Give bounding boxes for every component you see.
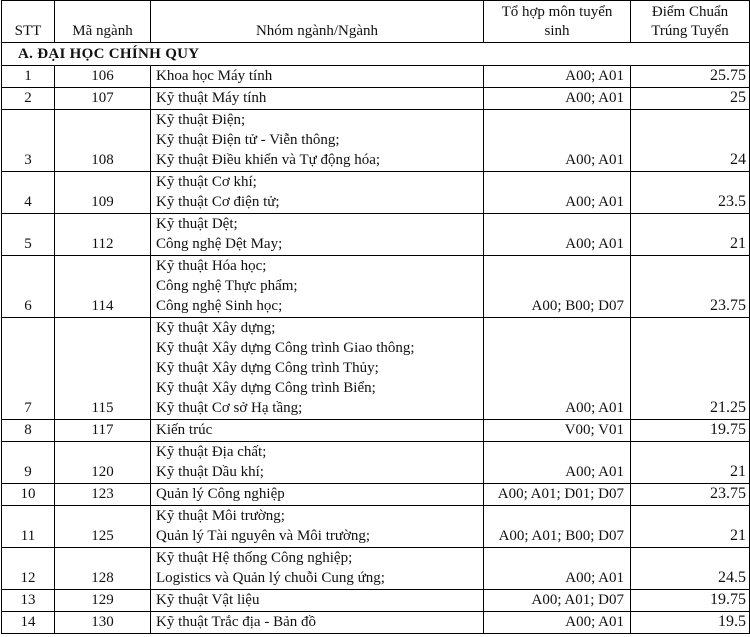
table-body	[2, 43, 750, 634]
row-score: 19.75	[631, 590, 750, 612]
row-code: 108	[55, 110, 151, 172]
table-row	[2, 318, 750, 420]
row-name-line: Quản lý Công nghiệp	[156, 486, 285, 502]
row-name-line: Kỹ thuật Cơ khí;	[156, 174, 257, 190]
table-row	[2, 66, 750, 88]
table-row	[2, 590, 750, 612]
table-row	[2, 214, 750, 256]
row-code: 107	[55, 88, 151, 110]
row-score: 19.5	[631, 612, 750, 634]
row-code: 130	[55, 612, 151, 634]
row-combo: A00; A01	[484, 172, 631, 214]
header-score-line2: Trúng Tuyển	[651, 23, 729, 39]
row-names	[151, 172, 484, 214]
section-row	[2, 43, 750, 66]
row-score: 24	[631, 110, 750, 172]
row-name-line: Kỹ thuật Hệ thống Công nghiệp;	[156, 550, 353, 566]
row-combo: A00; A01	[484, 214, 631, 256]
header-stt: STT	[2, 1, 55, 43]
row-name-line: Kỹ thuật Điều khiển và Tự động hóa;	[156, 152, 381, 168]
header-combo-line2: sinh	[544, 23, 570, 39]
row-score: 24.5	[631, 548, 750, 590]
row-score: 25	[631, 88, 750, 110]
row-stt: 7	[2, 318, 55, 420]
row-combo: A00; A01	[484, 442, 631, 484]
row-score: 21	[631, 442, 750, 484]
table-row	[2, 88, 750, 110]
row-combo: A00; A01; D01; D07	[484, 484, 631, 506]
section-title: A. ĐẠI HỌC CHÍNH QUY	[2, 43, 750, 66]
row-name-line: Công nghệ Thực phẩm;	[156, 278, 298, 294]
row-name-line: Công nghệ Sinh học;	[156, 298, 283, 314]
row-stt: 14	[2, 612, 55, 634]
header-score-line1: Điểm Chuẩn	[651, 4, 729, 20]
row-name-line: Kỹ thuật Vật liệu	[156, 592, 260, 608]
row-names	[151, 88, 484, 110]
row-name-line: Kỹ thuật Xây dựng;	[156, 320, 276, 336]
row-name-line: Kỹ thuật Xây dựng Công trình Biển;	[156, 380, 376, 396]
row-stt: 4	[2, 172, 55, 214]
admission-score-table	[1, 0, 750, 634]
table-row	[2, 256, 750, 318]
row-stt: 9	[2, 442, 55, 484]
row-score: 21.25	[631, 318, 750, 420]
row-combo: A00; A01	[484, 548, 631, 590]
row-names	[151, 66, 484, 88]
row-code: 115	[55, 318, 151, 420]
table-row	[2, 172, 750, 214]
table-row	[2, 110, 750, 172]
table-row	[2, 506, 750, 548]
row-combo: A00; B00; D07	[484, 256, 631, 318]
row-stt: 6	[2, 256, 55, 318]
row-names	[151, 506, 484, 548]
row-score: 19.75	[631, 420, 750, 442]
row-names	[151, 590, 484, 612]
row-name-line: Kỹ thuật Máy tính	[156, 90, 267, 106]
table-row	[2, 612, 750, 634]
row-names	[151, 484, 484, 506]
row-name-line: Kỹ thuật Trắc địa - Bản đồ	[156, 614, 316, 630]
row-name-line: Kỹ thuật Môi trường;	[156, 508, 285, 524]
row-combo: V00; V01	[484, 420, 631, 442]
row-combo: A00; A01	[484, 318, 631, 420]
row-code: 125	[55, 506, 151, 548]
table-row	[2, 548, 750, 590]
table-row	[2, 484, 750, 506]
row-combo: A00; A01	[484, 66, 631, 88]
table-header-row	[2, 1, 750, 43]
row-code: 117	[55, 420, 151, 442]
row-code: 120	[55, 442, 151, 484]
header-name: Nhóm ngành/Ngành	[151, 1, 484, 43]
row-score: 23.5	[631, 172, 750, 214]
row-stt: 1	[2, 66, 55, 88]
row-name-line: Kỹ thuật Điện;	[156, 112, 246, 128]
row-score: 23.75	[631, 484, 750, 506]
table-row	[2, 442, 750, 484]
row-combo: A00; A01; B00; D07	[484, 506, 631, 548]
header-score	[631, 1, 750, 43]
row-score: 25.75	[631, 66, 750, 88]
row-code: 109	[55, 172, 151, 214]
row-score: 21	[631, 214, 750, 256]
row-combo: A00; A01	[484, 612, 631, 634]
row-names	[151, 318, 484, 420]
row-code: 128	[55, 548, 151, 590]
row-name-line: Khoa học Máy tính	[156, 68, 273, 84]
row-name-line: Kỹ thuật Cơ sở Hạ tầng;	[156, 400, 303, 416]
row-name-line: Quản lý Tài nguyên và Môi trường;	[156, 528, 371, 544]
row-names	[151, 420, 484, 442]
row-name-line: Kỹ thuật Cơ điện tử;	[156, 194, 280, 210]
row-code: 106	[55, 66, 151, 88]
row-name-line: Kỹ thuật Dệt;	[156, 216, 238, 232]
row-name-line: Công nghệ Dệt May;	[156, 236, 283, 252]
row-stt: 13	[2, 590, 55, 612]
row-stt: 11	[2, 506, 55, 548]
row-names	[151, 442, 484, 484]
row-name-line: Logistics và Quản lý chuỗi Cung ứng;	[156, 570, 385, 586]
row-stt: 3	[2, 110, 55, 172]
row-stt: 8	[2, 420, 55, 442]
row-name-line: Kỹ thuật Điện tử - Viễn thông;	[156, 132, 340, 148]
row-code: 123	[55, 484, 151, 506]
row-names	[151, 612, 484, 634]
row-code: 129	[55, 590, 151, 612]
header-combo-line1: Tổ hợp môn tuyển	[501, 4, 613, 20]
row-names	[151, 548, 484, 590]
header-combo	[484, 1, 631, 43]
row-stt: 5	[2, 214, 55, 256]
row-name-line: Kỹ thuật Xây dựng Công trình Thủy;	[156, 360, 379, 376]
row-combo: A00; A01	[484, 110, 631, 172]
row-name-line: Kỹ thuật Dầu khí;	[156, 464, 264, 480]
row-names	[151, 110, 484, 172]
header-code: Mã ngành	[55, 1, 151, 43]
row-score: 23.75	[631, 256, 750, 318]
row-stt: 12	[2, 548, 55, 590]
row-name-line: Kỹ thuật Địa chất;	[156, 444, 267, 460]
row-combo: A00; A01; D07	[484, 590, 631, 612]
row-code: 112	[55, 214, 151, 256]
row-stt: 2	[2, 88, 55, 110]
row-name-line: Kỹ thuật Xây dựng Công trình Giao thông;	[156, 340, 415, 356]
row-names	[151, 214, 484, 256]
row-name-line: Kỹ thuật Hóa học;	[156, 258, 267, 274]
row-name-line: Kiến trúc	[156, 422, 213, 438]
row-names	[151, 256, 484, 318]
row-score: 21	[631, 506, 750, 548]
table-row	[2, 420, 750, 442]
row-stt: 10	[2, 484, 55, 506]
row-code: 114	[55, 256, 151, 318]
row-combo: A00; A01	[484, 88, 631, 110]
